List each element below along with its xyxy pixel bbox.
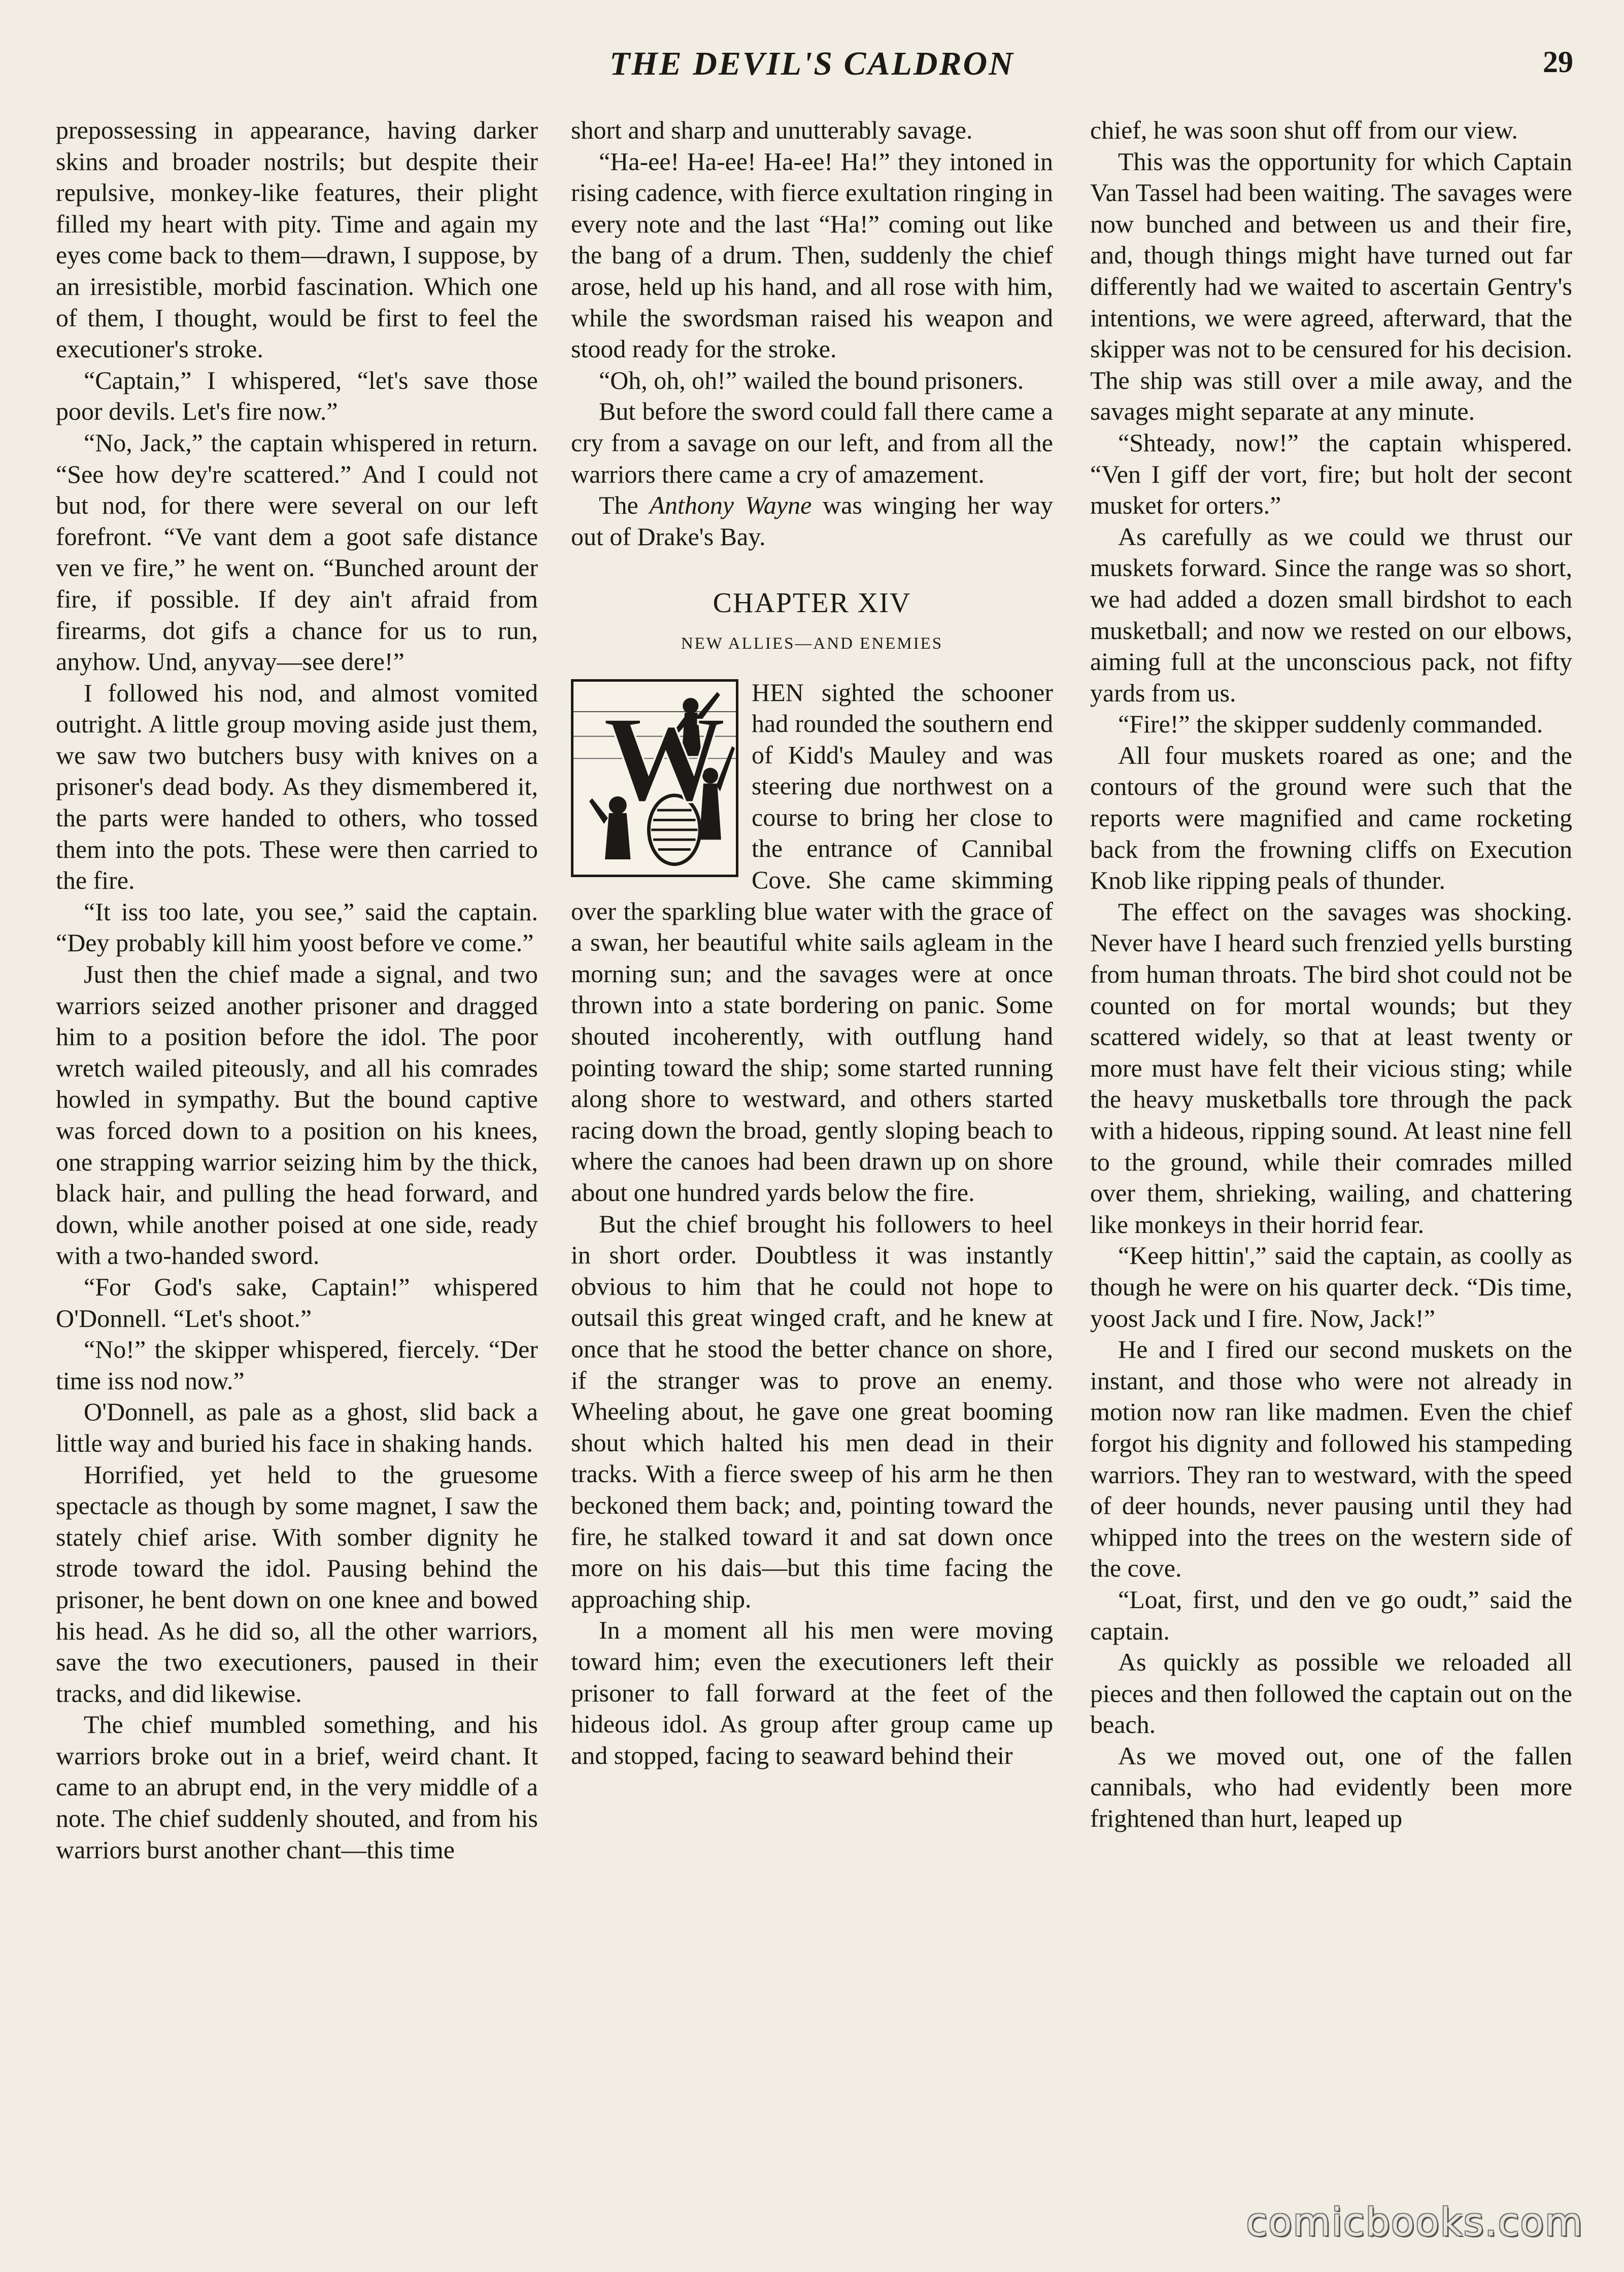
- paragraph: “Shteady, now!” the captain whispered. “Ven I giff der vort, fire; but holt der secont musket for orters.”: [1090, 428, 1572, 520]
- paragraph: “Ha-ee! Ha-ee! Ha-ee! Ha!” they intoned in rising cadence, with fierce exultation ringing in every note and the last “Ha!” coming out like the bang of a drum. Then, suddenly the chief arose, held up his hand, and all rose with him, while the swordsman raised his weapon and stood ready for the stroke.: [571, 147, 1053, 363]
- page-number: 29: [1543, 45, 1573, 79]
- paragraph: The effect on the savages was shocking. Never have I heard such frenzied yells bursting from human throats. The bird shot could not be counted on for mortal wounds; but they scattered widely, so that at least twenty or more must have felt their vicious sting; while the heavy musketballs tore through the pack with a hideous, ripping sound. At least nine fell to the ground, while their comrades milled over them, shrieking, wailing, and chattering like monkeys in their horrid fear.: [1090, 897, 1572, 1239]
- paragraph: I followed his nod, and almost vomited outright. A little group moving aside just them, we saw two butchers busy with knives on a prisoner's dead body. As they dismembered it, the parts were handed to others, who tossed them into the pots. These were then carried to the fire.: [56, 678, 538, 895]
- paragraph: This was the opportunity for which Captain Van Tassel had been waiting. The savages were now bunched and between us and their fire, and, though things might have turned out far differently had we waited to ascertain Gentry's intentions, we were agreed, afterward, that the skipper was not to be censured for his decision. The ship was still over a mile away, and the savages might separate at any minute.: [1090, 147, 1572, 426]
- paragraph: [571, 490, 1053, 552]
- paragraph: Just then the chief made a signal, and two warriors seized another prisoner and dragged him to a position before the idol. The poor wretch wailed piteously, and all his comrades howled in sympathy. But the bound captive was forced down to a position on his knees, one strapping warrior seizing him by the thick, black hair, and pulling the head forward, and down, while another poised at one side, ready with a two-handed sword.: [56, 960, 538, 1270]
- paragraph: O'Donnell, as pale as a ghost, slid back a little way and buried his face in shaking hands.: [56, 1397, 538, 1457]
- paragraph: In a moment all his men were moving toward him; even the executioners left their prisoner to fall forward at the feet of the hideous idol. As group after group came up and stopped, facing to seaward behind their: [571, 1616, 1053, 1769]
- paragraph: prepossessing in appearance, having darker skins and broader nostrils; but despite their repulsive, monkey-like features, their plight filled my heart with pity. Time and again my eyes come back to them—drawn, I suppose, by an irresistible, morbid fascination. Which one of them, I thought, would be first to feel the executioner's stroke.: [56, 116, 538, 363]
- paragraph: He and I fired our second muskets on the instant, and those who were not already in motion now ran like madmen. Even the chief forgot his dignity and followed his stampeding warriors. They ran to westward, with the speed of deer hounds, never pausing until they had whipped into the trees on the western side of the cove.: [1090, 1335, 1572, 1583]
- text-column-3: [1090, 115, 1572, 1834]
- drop-cap-illustration: [571, 679, 738, 877]
- paragraph: As carefully as we could we thrust our muskets forward. Since the range was so short, we had added a dozen small birdshot to each musketball; and now we rested on our elbows, aiming full at the unconscious pack, not fifty yards from us.: [1090, 522, 1572, 707]
- paragraph: “Keep hittin',” said the captain, as coolly as though he were on his quarter deck. “Dis time, yoost Jack und I fire. Now, Jack!”: [1090, 1241, 1572, 1332]
- text-span: was winging her way out of Drake's Bay.: [571, 491, 1054, 551]
- ship-name: Anthony Wayne: [649, 491, 812, 520]
- drop-cap-letter: W: [603, 691, 726, 827]
- paragraph: “For God's sake, Captain!” whispered O'Donnell. “Let's shoot.”: [56, 1272, 538, 1332]
- chapter-title: CHAPTER XIV: [713, 587, 911, 619]
- paragraph: “Fire!” the skipper suddenly commanded.: [1118, 710, 1543, 739]
- paragraph: The chief mumbled something, and his warriors broke out in a brief, weird chant. It came to an abrupt end, in the very middle of a note. The chief suddenly shouted, and from his warriors burst another chant—this time: [56, 1710, 538, 1864]
- paragraph: Horrified, yet held to the gruesome spectacle as though by some magnet, I saw the stately chief arise. With somber dignity he strode toward the idol. Pausing behind the prisoner, he bent down on one knee and bowed his head. As he did so, all the other warriors, save the two executioners, paused in their tracks, and did likewise.: [56, 1460, 538, 1708]
- paragraph: “Loat, first, und den ve go oudt,” said the captain.: [1090, 1585, 1572, 1645]
- paragraph: All four muskets roared as one; and the contours of the ground were such that the reports were magnified and came rocketing back from the frowning cliffs on Execution Knob like ripping peals of thunder.: [1090, 741, 1572, 895]
- drop-cap-art: [573, 682, 736, 875]
- running-head: [0, 45, 1624, 90]
- text-column-1: [56, 115, 538, 1865]
- page-title: THE DEVIL'S CALDRON: [610, 45, 1014, 82]
- paragraph: “Oh, oh, oh!” wailed the bound prisoners.: [599, 365, 1024, 394]
- watermark: comicbooks.com: [1246, 2199, 1583, 2245]
- paragraph: short and sharp and unutterably savage.: [571, 116, 973, 144]
- paragraph: As we moved out, one of the fallen cannibals, who had evidently been more frightened than hurt, leaped up: [1090, 1741, 1572, 1833]
- chapter-subtitle: NEW ALLIES—AND ENEMIES: [681, 634, 943, 653]
- paragraph: “No!” the skipper whispered, fiercely. “Der time iss nod now.”: [56, 1335, 538, 1395]
- text-span: The: [599, 491, 650, 520]
- text-column-2: [571, 115, 1053, 1771]
- chapter-opening-paragraph: HEN sighted the schooner had rounded the southern end of Kidd's Mauley and was steering due northwest on a course to bring her close to the entrance of Cannibal Cove. She came skimming over the sparkling blue water with the grace of a swan, her beautiful white sails agleam in the morning sun; and the savages were at once thrown into a state bordering on panic. Some shouted incoherently, with outflung hand pointing toward the ship; some started running along shore to westward, and others started racing down the broad, gently sloping beach to where the canoes had been drawn up on shore about one hundred yards below the fire.: [571, 678, 1053, 1207]
- paragraph: As quickly as possible we reloaded all pieces and then followed the captain out on the beach.: [1090, 1648, 1572, 1739]
- paragraph: “It iss too late, you see,” said the captain. “Dey probably kill him yoost before ve come.”: [56, 897, 538, 957]
- paragraph: chief, he was soon shut off from our view.: [1090, 116, 1518, 144]
- paragraph: “Captain,” I whispered, “let's save those poor devils. Let's fire now.”: [56, 365, 538, 426]
- paragraph: But the chief brought his followers to heel in short order. Doubtless it was instantly obvious to him that he could not hope to outsail this great winged craft, and he knew at once that he stood the better chance on shore, if the stranger was to prove an enemy. Wheeling about, he gave one great booming shout which halted his men dead in their tracks. With a fierce sweep of his arm he then beckoned them back; and, pointing toward the fire, he stalked toward it and sat down once more on his dais—but this time facing the approaching ship.: [571, 1209, 1053, 1613]
- paragraph: But before the sword could fall there came a cry from a savage on our left, and from all the warriors there came a cry of amazement.: [571, 397, 1053, 488]
- paragraph: “No, Jack,” the captain whispered in return. “See how dey're scattered.” And I could not but nod, for there were several on our left forefront. “Ve vant dem a goot safe distance ven ve fire,” he went on. “Bunched arount der fire, if possible. If dey ain't afraid from firearms, dot gifs a chance for us to run, anyhow. Und, anyvay—see dere!”: [56, 428, 538, 676]
